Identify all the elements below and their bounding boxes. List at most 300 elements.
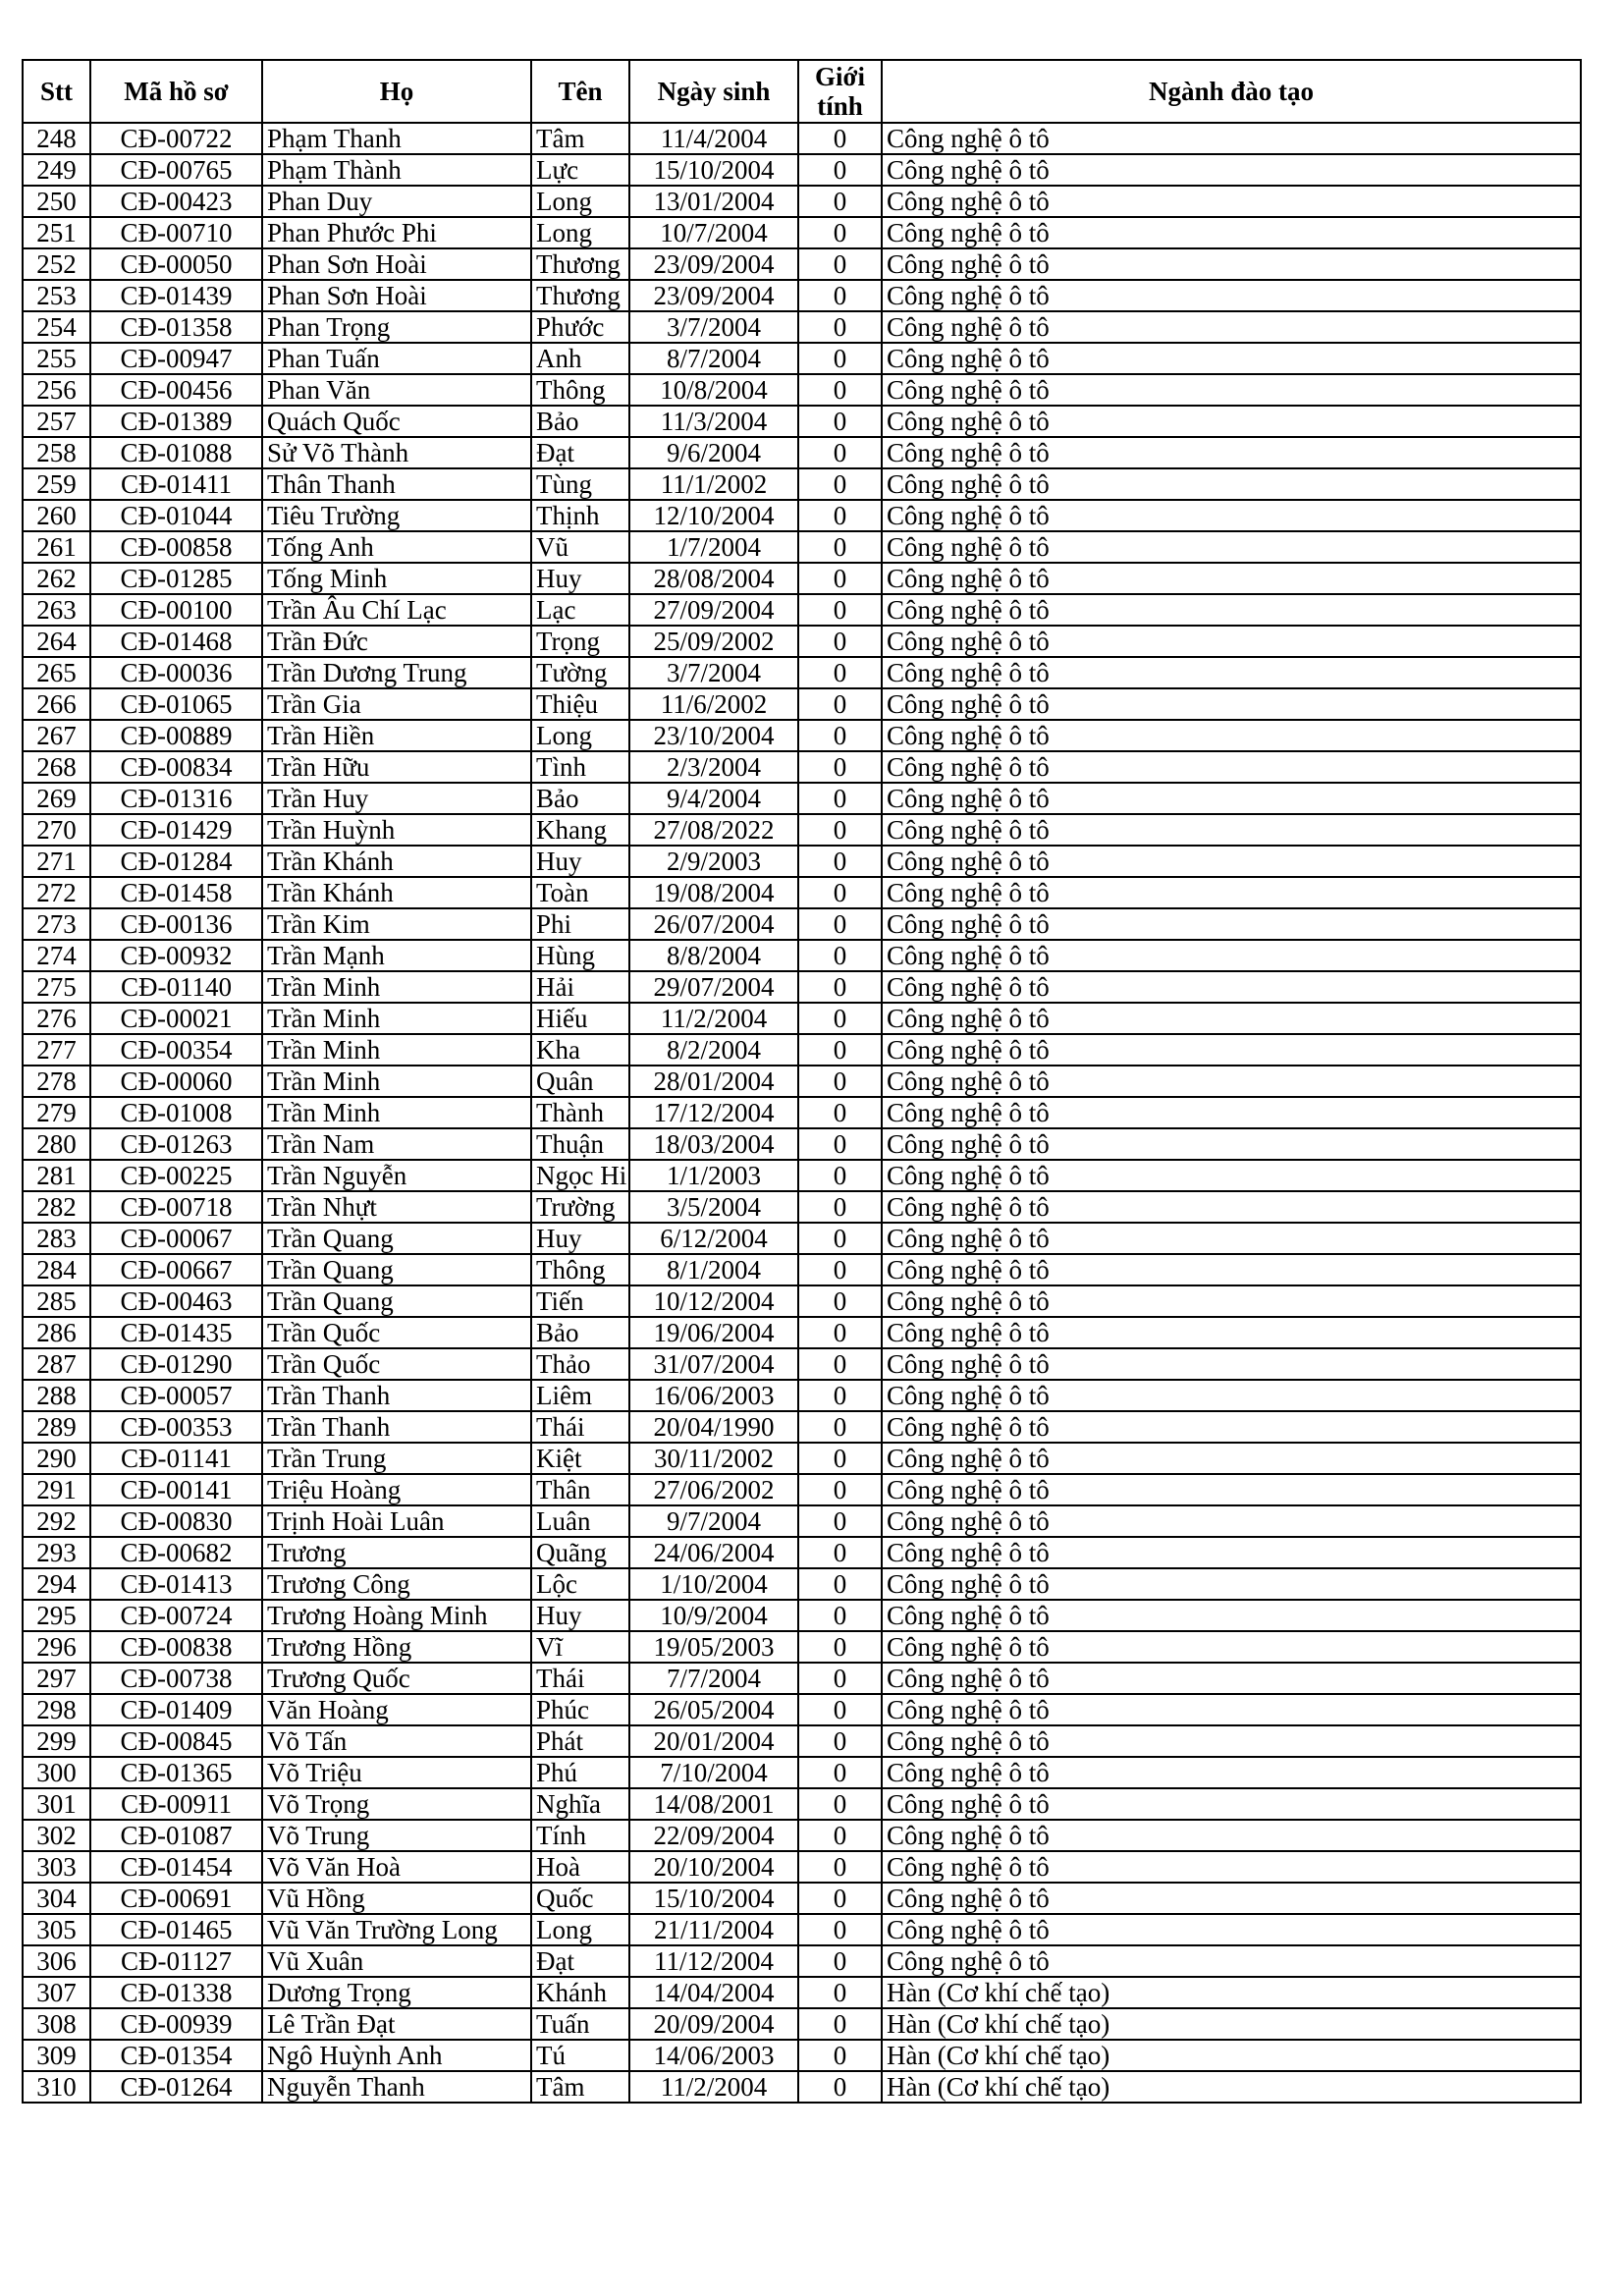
table-row xyxy=(23,1380,1581,1411)
cell-gioi-tinh: 0 xyxy=(798,626,882,657)
table-row xyxy=(23,1788,1581,1820)
cell-ngay-sinh: 27/09/2004 xyxy=(629,594,798,626)
cell-stt: 281 xyxy=(23,1160,90,1191)
cell-ngay-sinh: 21/11/2004 xyxy=(629,1914,798,1945)
cell-gioi-tinh: 0 xyxy=(798,1663,882,1694)
cell-stt: 261 xyxy=(23,531,90,563)
cell-ngay-sinh: 2/9/2003 xyxy=(629,846,798,877)
table-row xyxy=(23,1945,1581,1977)
cell-nganh-dao-tao: Công nghệ ô tô xyxy=(882,1191,1581,1223)
cell-gioi-tinh: 0 xyxy=(798,311,882,343)
table-row xyxy=(23,1443,1581,1474)
cell-ngay-sinh: 14/08/2001 xyxy=(629,1788,798,1820)
table-row xyxy=(23,1977,1581,2008)
cell-ma-ho-so: CĐ-01465 xyxy=(90,1914,262,1945)
cell-gioi-tinh: 0 xyxy=(798,594,882,626)
cell-ma-ho-so: CĐ-00858 xyxy=(90,531,262,563)
cell-stt: 307 xyxy=(23,1977,90,2008)
cell-gioi-tinh: 0 xyxy=(798,343,882,374)
cell-ten: Bảo xyxy=(531,783,629,814)
cell-gioi-tinh: 0 xyxy=(798,783,882,814)
cell-nganh-dao-tao: Công nghệ ô tô xyxy=(882,1883,1581,1914)
cell-ten: Huy xyxy=(531,1223,629,1254)
cell-ten: Toàn xyxy=(531,877,629,908)
cell-ma-ho-so: CĐ-00225 xyxy=(90,1160,262,1191)
cell-gioi-tinh: 0 xyxy=(798,751,882,783)
cell-stt: 306 xyxy=(23,1945,90,1977)
cell-nganh-dao-tao: Công nghệ ô tô xyxy=(882,783,1581,814)
cell-nganh-dao-tao: Công nghệ ô tô xyxy=(882,1285,1581,1317)
table-row xyxy=(23,1883,1581,1914)
cell-stt: 284 xyxy=(23,1254,90,1285)
cell-ma-ho-so: CĐ-00021 xyxy=(90,1003,262,1034)
cell-ten: Lạc xyxy=(531,594,629,626)
cell-ten: Tiến xyxy=(531,1285,629,1317)
cell-ten: Phi xyxy=(531,908,629,940)
cell-ho: Tống Anh xyxy=(262,531,531,563)
cell-nganh-dao-tao: Công nghệ ô tô xyxy=(882,563,1581,594)
table-row xyxy=(23,2040,1581,2071)
cell-nganh-dao-tao: Công nghệ ô tô xyxy=(882,531,1581,563)
cell-ngay-sinh: 23/10/2004 xyxy=(629,720,798,751)
cell-stt: 251 xyxy=(23,217,90,248)
cell-ho: Trương Công xyxy=(262,1568,531,1600)
cell-stt: 260 xyxy=(23,500,90,531)
cell-ho: Ngô Huỳnh Anh xyxy=(262,2040,531,2071)
cell-stt: 290 xyxy=(23,1443,90,1474)
cell-stt: 308 xyxy=(23,2008,90,2040)
table-row xyxy=(23,217,1581,248)
cell-nganh-dao-tao: Công nghệ ô tô xyxy=(882,1003,1581,1034)
table-row xyxy=(23,311,1581,343)
cell-ten: Huy xyxy=(531,846,629,877)
cell-ma-ho-so: CĐ-00423 xyxy=(90,186,262,217)
table-row xyxy=(23,343,1581,374)
table-row xyxy=(23,814,1581,846)
cell-gioi-tinh: 0 xyxy=(798,374,882,406)
table-row xyxy=(23,877,1581,908)
cell-ngay-sinh: 1/10/2004 xyxy=(629,1568,798,1600)
table-row xyxy=(23,1160,1581,1191)
cell-ten: Tình xyxy=(531,751,629,783)
table-row xyxy=(23,720,1581,751)
cell-ten: Đạt xyxy=(531,1945,629,1977)
cell-ho: Trương Quốc xyxy=(262,1663,531,1694)
cell-ma-ho-so: CĐ-00838 xyxy=(90,1631,262,1663)
cell-ngay-sinh: 3/5/2004 xyxy=(629,1191,798,1223)
cell-ngay-sinh: 14/06/2003 xyxy=(629,2040,798,2071)
cell-gioi-tinh: 0 xyxy=(798,1505,882,1537)
cell-ma-ho-so: CĐ-01088 xyxy=(90,437,262,468)
cell-ma-ho-so: CĐ-00057 xyxy=(90,1380,262,1411)
cell-ho: Phạm Thanh xyxy=(262,123,531,154)
cell-gioi-tinh: 0 xyxy=(798,846,882,877)
table-row xyxy=(23,280,1581,311)
cell-nganh-dao-tao: Công nghệ ô tô xyxy=(882,720,1581,751)
cell-ma-ho-so: CĐ-00067 xyxy=(90,1223,262,1254)
cell-ten: Phúc xyxy=(531,1694,629,1725)
cell-nganh-dao-tao: Công nghệ ô tô xyxy=(882,1411,1581,1443)
cell-ho: Phan Phước Phi xyxy=(262,217,531,248)
cell-stt: 274 xyxy=(23,940,90,971)
cell-nganh-dao-tao: Công nghệ ô tô xyxy=(882,311,1581,343)
cell-gioi-tinh: 0 xyxy=(798,123,882,154)
cell-gioi-tinh: 0 xyxy=(798,814,882,846)
cell-ho: Tiêu Trường xyxy=(262,500,531,531)
cell-ho: Trần Quốc xyxy=(262,1348,531,1380)
cell-gioi-tinh: 0 xyxy=(798,1128,882,1160)
cell-nganh-dao-tao: Công nghệ ô tô xyxy=(882,186,1581,217)
cell-ho: Dương Trọng xyxy=(262,1977,531,2008)
cell-ten: Bảo xyxy=(531,406,629,437)
table-row xyxy=(23,1317,1581,1348)
cell-ngay-sinh: 20/09/2004 xyxy=(629,2008,798,2040)
table-row xyxy=(23,908,1581,940)
cell-ten: Thái xyxy=(531,1411,629,1443)
cell-ngay-sinh: 8/2/2004 xyxy=(629,1034,798,1066)
table-row xyxy=(23,1694,1581,1725)
cell-ngay-sinh: 8/8/2004 xyxy=(629,940,798,971)
cell-ma-ho-so: CĐ-00830 xyxy=(90,1505,262,1537)
table-row xyxy=(23,1254,1581,1285)
cell-ten: Tính xyxy=(531,1820,629,1851)
table-row xyxy=(23,1914,1581,1945)
cell-ho: Phan Sơn Hoài xyxy=(262,248,531,280)
cell-gioi-tinh: 0 xyxy=(798,657,882,688)
cell-ho: Trần Minh xyxy=(262,971,531,1003)
cell-nganh-dao-tao: Công nghệ ô tô xyxy=(882,154,1581,186)
cell-gioi-tinh: 0 xyxy=(798,1820,882,1851)
cell-gioi-tinh: 0 xyxy=(798,1631,882,1663)
cell-ngay-sinh: 7/7/2004 xyxy=(629,1663,798,1694)
cell-ngay-sinh: 15/10/2004 xyxy=(629,154,798,186)
cell-gioi-tinh: 0 xyxy=(798,1380,882,1411)
cell-nganh-dao-tao: Công nghệ ô tô xyxy=(882,940,1581,971)
table-row xyxy=(23,1820,1581,1851)
cell-ho: Trần Kim xyxy=(262,908,531,940)
cell-ho: Trần Hữu xyxy=(262,751,531,783)
cell-ten: Liêm xyxy=(531,1380,629,1411)
cell-stt: 250 xyxy=(23,186,90,217)
cell-nganh-dao-tao: Công nghệ ô tô xyxy=(882,877,1581,908)
cell-ngay-sinh: 15/10/2004 xyxy=(629,1883,798,1914)
cell-stt: 300 xyxy=(23,1757,90,1788)
cell-nganh-dao-tao: Công nghệ ô tô xyxy=(882,1788,1581,1820)
table-row xyxy=(23,468,1581,500)
cell-ngay-sinh: 12/10/2004 xyxy=(629,500,798,531)
cell-ngay-sinh: 1/1/2003 xyxy=(629,1160,798,1191)
table-row xyxy=(23,1568,1581,1600)
cell-gioi-tinh: 0 xyxy=(798,2071,882,2103)
cell-ngay-sinh: 27/06/2002 xyxy=(629,1474,798,1505)
cell-ho: Võ Trung xyxy=(262,1820,531,1851)
cell-nganh-dao-tao: Công nghệ ô tô xyxy=(882,751,1581,783)
cell-ho: Sử Võ Thành xyxy=(262,437,531,468)
cell-ten: Long xyxy=(531,217,629,248)
cell-ho: Trần Quang xyxy=(262,1223,531,1254)
cell-nganh-dao-tao: Công nghệ ô tô xyxy=(882,406,1581,437)
cell-ten: Thân xyxy=(531,1474,629,1505)
cell-nganh-dao-tao: Công nghệ ô tô xyxy=(882,1725,1581,1757)
cell-stt: 255 xyxy=(23,343,90,374)
cell-nganh-dao-tao: Công nghệ ô tô xyxy=(882,280,1581,311)
cell-gioi-tinh: 0 xyxy=(798,1034,882,1066)
cell-stt: 258 xyxy=(23,437,90,468)
table-row xyxy=(23,1663,1581,1694)
cell-ho: Trương Hồng xyxy=(262,1631,531,1663)
table-row xyxy=(23,1600,1581,1631)
cell-nganh-dao-tao: Công nghệ ô tô xyxy=(882,123,1581,154)
cell-ngay-sinh: 11/2/2004 xyxy=(629,2071,798,2103)
cell-ho: Vũ Văn Trường Long xyxy=(262,1914,531,1945)
cell-ho: Trần Quang xyxy=(262,1285,531,1317)
cell-ma-ho-so: CĐ-01140 xyxy=(90,971,262,1003)
table-row xyxy=(23,626,1581,657)
cell-ngay-sinh: 24/06/2004 xyxy=(629,1537,798,1568)
cell-ngay-sinh: 23/09/2004 xyxy=(629,280,798,311)
cell-ma-ho-so: CĐ-00691 xyxy=(90,1883,262,1914)
cell-ten: Quốc xyxy=(531,1883,629,1914)
cell-ho: Phạm Thành xyxy=(262,154,531,186)
cell-ho: Phan Văn xyxy=(262,374,531,406)
cell-gioi-tinh: 0 xyxy=(798,1537,882,1568)
cell-stt: 286 xyxy=(23,1317,90,1348)
cell-ngay-sinh: 9/4/2004 xyxy=(629,783,798,814)
cell-ten: Bảo xyxy=(531,1317,629,1348)
cell-ho: Trương xyxy=(262,1537,531,1568)
cell-ngay-sinh: 8/1/2004 xyxy=(629,1254,798,1285)
cell-gioi-tinh: 0 xyxy=(798,2008,882,2040)
cell-ten: Long xyxy=(531,1914,629,1945)
cell-stt: 266 xyxy=(23,688,90,720)
cell-gioi-tinh: 0 xyxy=(798,1694,882,1725)
cell-stt: 275 xyxy=(23,971,90,1003)
cell-ngay-sinh: 29/07/2004 xyxy=(629,971,798,1003)
table-row xyxy=(23,1851,1581,1883)
cell-nganh-dao-tao: Công nghệ ô tô xyxy=(882,1443,1581,1474)
cell-gioi-tinh: 0 xyxy=(798,971,882,1003)
table-row xyxy=(23,1474,1581,1505)
cell-ten: Long xyxy=(531,720,629,751)
table-row xyxy=(23,374,1581,406)
cell-nganh-dao-tao: Công nghệ ô tô xyxy=(882,971,1581,1003)
cell-ho: Trần Đức xyxy=(262,626,531,657)
table-row xyxy=(23,1631,1581,1663)
cell-stt: 252 xyxy=(23,248,90,280)
cell-ma-ho-so: CĐ-00036 xyxy=(90,657,262,688)
cell-nganh-dao-tao: Công nghệ ô tô xyxy=(882,374,1581,406)
cell-ten: Khánh xyxy=(531,1977,629,2008)
cell-stt: 259 xyxy=(23,468,90,500)
cell-stt: 288 xyxy=(23,1380,90,1411)
cell-ma-ho-so: CĐ-01141 xyxy=(90,1443,262,1474)
cell-gioi-tinh: 0 xyxy=(798,1097,882,1128)
cell-stt: 303 xyxy=(23,1851,90,1883)
cell-gioi-tinh: 0 xyxy=(798,1883,882,1914)
cell-ma-ho-so: CĐ-01429 xyxy=(90,814,262,846)
header-ten: Tên xyxy=(531,60,629,123)
table-row xyxy=(23,406,1581,437)
cell-gioi-tinh: 0 xyxy=(798,940,882,971)
header-stt: Stt xyxy=(23,60,90,123)
cell-nganh-dao-tao: Công nghệ ô tô xyxy=(882,1066,1581,1097)
cell-gioi-tinh: 0 xyxy=(798,1568,882,1600)
cell-gioi-tinh: 0 xyxy=(798,1348,882,1380)
cell-gioi-tinh: 0 xyxy=(798,248,882,280)
cell-ho: Trần Minh xyxy=(262,1066,531,1097)
cell-ngay-sinh: 19/05/2003 xyxy=(629,1631,798,1663)
cell-stt: 271 xyxy=(23,846,90,877)
cell-ma-ho-so: CĐ-01439 xyxy=(90,280,262,311)
cell-ma-ho-so: CĐ-00141 xyxy=(90,1474,262,1505)
cell-stt: 301 xyxy=(23,1788,90,1820)
cell-nganh-dao-tao: Công nghệ ô tô xyxy=(882,594,1581,626)
table-row xyxy=(23,1128,1581,1160)
cell-ngay-sinh: 14/04/2004 xyxy=(629,1977,798,2008)
cell-nganh-dao-tao: Công nghệ ô tô xyxy=(882,437,1581,468)
cell-stt: 285 xyxy=(23,1285,90,1317)
table-row xyxy=(23,123,1581,154)
cell-ngay-sinh: 10/9/2004 xyxy=(629,1600,798,1631)
cell-nganh-dao-tao: Công nghệ ô tô xyxy=(882,1348,1581,1380)
cell-stt: 264 xyxy=(23,626,90,657)
cell-ngay-sinh: 11/6/2002 xyxy=(629,688,798,720)
table-row xyxy=(23,783,1581,814)
cell-ma-ho-so: CĐ-00682 xyxy=(90,1537,262,1568)
student-table xyxy=(22,59,1582,2104)
cell-ngay-sinh: 18/03/2004 xyxy=(629,1128,798,1160)
cell-ho: Trần Nguyễn xyxy=(262,1160,531,1191)
cell-ten: Nghĩa xyxy=(531,1788,629,1820)
cell-nganh-dao-tao: Công nghệ ô tô xyxy=(882,1600,1581,1631)
cell-gioi-tinh: 0 xyxy=(798,1411,882,1443)
cell-gioi-tinh: 0 xyxy=(798,1160,882,1191)
cell-nganh-dao-tao: Công nghệ ô tô xyxy=(882,1223,1581,1254)
cell-ngay-sinh: 11/4/2004 xyxy=(629,123,798,154)
cell-ma-ho-so: CĐ-00947 xyxy=(90,343,262,374)
cell-nganh-dao-tao: Công nghệ ô tô xyxy=(882,1537,1581,1568)
cell-stt: 263 xyxy=(23,594,90,626)
cell-ma-ho-so: CĐ-00353 xyxy=(90,1411,262,1443)
cell-gioi-tinh: 0 xyxy=(798,1003,882,1034)
cell-ma-ho-so: CĐ-01263 xyxy=(90,1128,262,1160)
cell-ho: Phan Sơn Hoài xyxy=(262,280,531,311)
cell-nganh-dao-tao: Công nghệ ô tô xyxy=(882,1254,1581,1285)
cell-ngay-sinh: 11/2/2004 xyxy=(629,1003,798,1034)
cell-ngay-sinh: 28/08/2004 xyxy=(629,563,798,594)
cell-gioi-tinh: 0 xyxy=(798,1317,882,1348)
cell-ho: Võ Trọng xyxy=(262,1788,531,1820)
table-row xyxy=(23,186,1581,217)
cell-stt: 293 xyxy=(23,1537,90,1568)
cell-ngay-sinh: 31/07/2004 xyxy=(629,1348,798,1380)
cell-stt: 268 xyxy=(23,751,90,783)
cell-ten: Phú xyxy=(531,1757,629,1788)
cell-ten: Kiệt xyxy=(531,1443,629,1474)
cell-ten: Thuận xyxy=(531,1128,629,1160)
cell-ho: Võ Tấn xyxy=(262,1725,531,1757)
cell-ma-ho-so: CĐ-00932 xyxy=(90,940,262,971)
cell-gioi-tinh: 0 xyxy=(798,2040,882,2071)
cell-ho: Triệu Hoàng xyxy=(262,1474,531,1505)
cell-gioi-tinh: 0 xyxy=(798,154,882,186)
cell-gioi-tinh: 0 xyxy=(798,437,882,468)
cell-ngay-sinh: 30/11/2002 xyxy=(629,1443,798,1474)
cell-ten: Vĩ xyxy=(531,1631,629,1663)
cell-ten: Luân xyxy=(531,1505,629,1537)
cell-ho: Thân Thanh xyxy=(262,468,531,500)
cell-ho: Vũ Xuân xyxy=(262,1945,531,1977)
cell-stt: 249 xyxy=(23,154,90,186)
cell-ho: Phan Duy xyxy=(262,186,531,217)
cell-ten: Trường xyxy=(531,1191,629,1223)
cell-stt: 292 xyxy=(23,1505,90,1537)
cell-ho: Nguyễn Thanh xyxy=(262,2071,531,2103)
cell-ngay-sinh: 13/01/2004 xyxy=(629,186,798,217)
cell-stt: 298 xyxy=(23,1694,90,1725)
cell-gioi-tinh: 0 xyxy=(798,531,882,563)
cell-nganh-dao-tao: Hàn (Cơ khí chế tạo) xyxy=(882,2008,1581,2040)
cell-stt: 276 xyxy=(23,1003,90,1034)
table-row xyxy=(23,1066,1581,1097)
cell-ho: Trần Nam xyxy=(262,1128,531,1160)
cell-nganh-dao-tao: Công nghệ ô tô xyxy=(882,1568,1581,1600)
cell-gioi-tinh: 0 xyxy=(798,1254,882,1285)
cell-gioi-tinh: 0 xyxy=(798,720,882,751)
cell-ten: Quân xyxy=(531,1066,629,1097)
cell-ngay-sinh: 11/12/2004 xyxy=(629,1945,798,1977)
cell-ngay-sinh: 20/01/2004 xyxy=(629,1725,798,1757)
cell-ten: Trọng xyxy=(531,626,629,657)
cell-ma-ho-so: CĐ-01127 xyxy=(90,1945,262,1977)
table-row xyxy=(23,1034,1581,1066)
table-row xyxy=(23,1191,1581,1223)
header-row xyxy=(23,60,1581,123)
cell-ten: Khang xyxy=(531,814,629,846)
cell-ngay-sinh: 11/3/2004 xyxy=(629,406,798,437)
cell-ten: Tú xyxy=(531,2040,629,2071)
cell-ho: Trần Mạnh xyxy=(262,940,531,971)
cell-gioi-tinh: 0 xyxy=(798,468,882,500)
cell-ma-ho-so: CĐ-01044 xyxy=(90,500,262,531)
cell-ho: Trần Gia xyxy=(262,688,531,720)
cell-nganh-dao-tao: Công nghệ ô tô xyxy=(882,1631,1581,1663)
cell-ho: Trần Minh xyxy=(262,1034,531,1066)
cell-stt: 310 xyxy=(23,2071,90,2103)
cell-ma-ho-so: CĐ-00456 xyxy=(90,374,262,406)
cell-ngay-sinh: 3/7/2004 xyxy=(629,311,798,343)
cell-gioi-tinh: 0 xyxy=(798,908,882,940)
cell-ma-ho-so: CĐ-00667 xyxy=(90,1254,262,1285)
cell-gioi-tinh: 0 xyxy=(798,1066,882,1097)
cell-ma-ho-so: CĐ-01468 xyxy=(90,626,262,657)
cell-nganh-dao-tao: Hàn (Cơ khí chế tạo) xyxy=(882,2071,1581,2103)
cell-nganh-dao-tao: Công nghệ ô tô xyxy=(882,1851,1581,1883)
cell-ho: Trần Nhựt xyxy=(262,1191,531,1223)
cell-ngay-sinh: 6/12/2004 xyxy=(629,1223,798,1254)
cell-ho: Trương Hoàng Minh xyxy=(262,1600,531,1631)
cell-ho: Trần Quang xyxy=(262,1254,531,1285)
cell-ma-ho-so: CĐ-00724 xyxy=(90,1600,262,1631)
cell-ma-ho-so: CĐ-01354 xyxy=(90,2040,262,2071)
cell-stt: 273 xyxy=(23,908,90,940)
cell-ngay-sinh: 9/7/2004 xyxy=(629,1505,798,1537)
cell-nganh-dao-tao: Công nghệ ô tô xyxy=(882,1663,1581,1694)
cell-gioi-tinh: 0 xyxy=(798,217,882,248)
cell-gioi-tinh: 0 xyxy=(798,1851,882,1883)
cell-gioi-tinh: 0 xyxy=(798,1443,882,1474)
cell-gioi-tinh: 0 xyxy=(798,1945,882,1977)
